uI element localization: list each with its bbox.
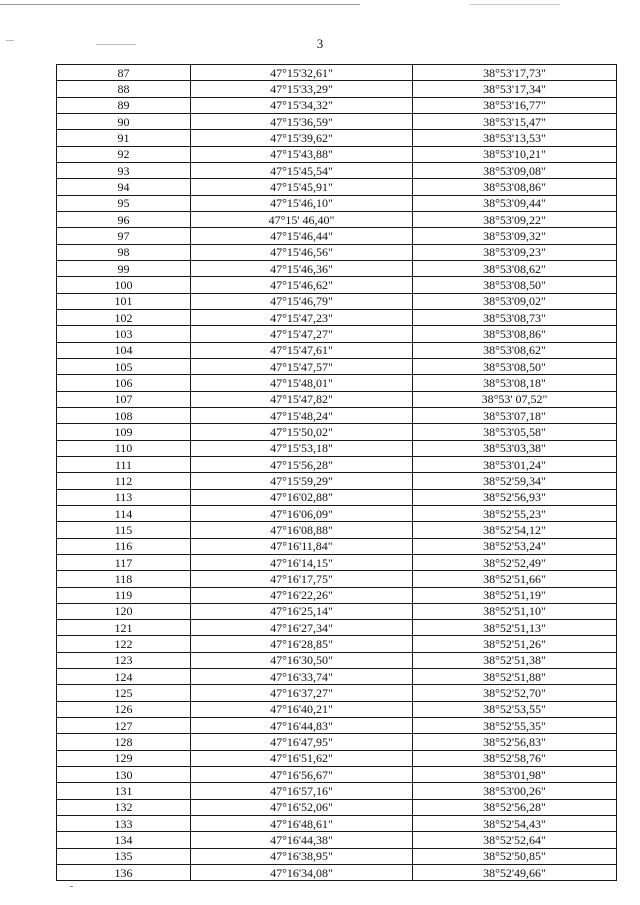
latitude-cell: 47°15'39,62": [191, 130, 413, 146]
point-number-cell: 113: [57, 489, 191, 505]
point-number-cell: 124: [57, 669, 191, 685]
longitude-cell: 38°52'51,10": [413, 603, 617, 619]
latitude-cell: 47°16'56,67": [191, 767, 413, 783]
longitude-cell: 38°53'08,18": [413, 375, 617, 391]
point-number-cell: 90: [57, 113, 191, 129]
latitude-cell: 47°16'44,83": [191, 718, 413, 734]
longitude-cell: 38°53'08,50": [413, 277, 617, 293]
table-row: [57, 554, 617, 570]
longitude-cell: 38°52'52,49": [413, 554, 617, 570]
longitude-cell: 38°52'49,66": [413, 865, 617, 881]
latitude-cell: 47°15'32,61": [191, 65, 413, 81]
point-number-cell: 120: [57, 603, 191, 619]
point-number-cell: 122: [57, 636, 191, 652]
latitude-cell: 47°16'28,85": [191, 636, 413, 652]
latitude-cell: 47°15'47,57": [191, 358, 413, 374]
latitude-cell: 47°16'38,95": [191, 848, 413, 864]
latitude-cell: 47°15'46,79": [191, 293, 413, 309]
table-row: [57, 228, 617, 244]
point-number-cell: 103: [57, 326, 191, 342]
longitude-cell: 38°52'52,64": [413, 832, 617, 848]
table-row: [57, 505, 617, 521]
longitude-cell: 38°53'09,02": [413, 293, 617, 309]
point-number-cell: 116: [57, 538, 191, 554]
longitude-cell: 38°53'09,32": [413, 228, 617, 244]
scan-edge-line-right: [470, 4, 560, 5]
point-number-cell: 107: [57, 391, 191, 407]
table-row: [57, 179, 617, 195]
point-number-cell: 108: [57, 407, 191, 423]
longitude-cell: 38°52'58,76": [413, 750, 617, 766]
longitude-cell: 38°53'09,23": [413, 244, 617, 260]
table-row: [57, 571, 617, 587]
table-row: [57, 750, 617, 766]
table-row: [57, 326, 617, 342]
point-number-cell: 111: [57, 456, 191, 472]
table-row: [57, 309, 617, 325]
table-row: [57, 652, 617, 668]
point-number-cell: 136: [57, 865, 191, 881]
latitude-cell: 47°16'40,21": [191, 701, 413, 717]
table-row: [57, 407, 617, 423]
latitude-cell: 47°16'30,50": [191, 652, 413, 668]
table-row: [57, 293, 617, 309]
table-row: [57, 391, 617, 407]
table-row: [57, 587, 617, 603]
longitude-cell: 38°52'59,34": [413, 473, 617, 489]
point-number-cell: 88: [57, 81, 191, 97]
longitude-cell: 38°53'00,26": [413, 783, 617, 799]
point-number-cell: 117: [57, 554, 191, 570]
latitude-cell: 47°16'17,75": [191, 571, 413, 587]
longitude-cell: 38°52'53,24": [413, 538, 617, 554]
longitude-cell: 38°53'15,47": [413, 113, 617, 129]
table-row: [57, 424, 617, 440]
point-number-cell: 100: [57, 277, 191, 293]
point-number-cell: 133: [57, 816, 191, 832]
table-row: [57, 848, 617, 864]
longitude-cell: 38°53'16,77": [413, 97, 617, 113]
table-row: [57, 113, 617, 129]
point-number-cell: 89: [57, 97, 191, 113]
latitude-cell: 47°15'50,02": [191, 424, 413, 440]
longitude-cell: 38°52'56,83": [413, 734, 617, 750]
latitude-cell: 47°15' 46,40": [191, 211, 413, 227]
longitude-cell: 38°53' 07,52": [413, 391, 617, 407]
latitude-cell: 47°15'34,32": [191, 97, 413, 113]
table-row: [57, 277, 617, 293]
page-number: 3: [316, 36, 324, 51]
longitude-cell: 38°52'51,38": [413, 652, 617, 668]
table-row: [57, 81, 617, 97]
latitude-cell: 47°16'37,27": [191, 685, 413, 701]
longitude-cell: 38°52'51,19": [413, 587, 617, 603]
latitude-cell: 47°15'46,44": [191, 228, 413, 244]
table-row: [57, 375, 617, 391]
longitude-cell: 38°53'08,50": [413, 358, 617, 374]
longitude-cell: 38°53'10,21": [413, 146, 617, 162]
table-row: [57, 816, 617, 832]
table-row: [57, 865, 617, 881]
table-row: [57, 489, 617, 505]
point-number-cell: 126: [57, 701, 191, 717]
longitude-cell: 38°53'08,86": [413, 326, 617, 342]
point-number-cell: 123: [57, 652, 191, 668]
latitude-cell: 47°16'14,15": [191, 554, 413, 570]
point-number-cell: 134: [57, 832, 191, 848]
table-row: [57, 342, 617, 358]
latitude-cell: 47°16'48,61": [191, 816, 413, 832]
point-number-cell: 118: [57, 571, 191, 587]
table-row: [57, 620, 617, 636]
point-number-cell: 97: [57, 228, 191, 244]
longitude-cell: 38°52'51,66": [413, 571, 617, 587]
table-row: [57, 718, 617, 734]
longitude-cell: 38°53'09,22": [413, 211, 617, 227]
latitude-cell: 47°16'57,16": [191, 783, 413, 799]
point-number-cell: 128: [57, 734, 191, 750]
point-number-cell: 87: [57, 65, 191, 81]
point-number-cell: 127: [57, 718, 191, 734]
table-row: [57, 636, 617, 652]
table-row: [57, 195, 617, 211]
point-number-cell: 104: [57, 342, 191, 358]
longitude-cell: 38°53'01,98": [413, 767, 617, 783]
latitude-cell: 47°16'11,84": [191, 538, 413, 554]
table-row: [57, 734, 617, 750]
latitude-cell: 47°15'46,62": [191, 277, 413, 293]
table-row: [57, 244, 617, 260]
table-row: [57, 701, 617, 717]
point-number-cell: 105: [57, 358, 191, 374]
latitude-cell: 47°16'27,34": [191, 620, 413, 636]
latitude-cell: 47°15'56,28": [191, 456, 413, 472]
latitude-cell: 47°15'59,29": [191, 473, 413, 489]
table-row: [57, 603, 617, 619]
point-number-cell: 114: [57, 505, 191, 521]
latitude-cell: 47°15'53,18": [191, 440, 413, 456]
longitude-cell: 38°52'56,93": [413, 489, 617, 505]
latitude-cell: 47°15'47,61": [191, 342, 413, 358]
longitude-cell: 38°53'07,18": [413, 407, 617, 423]
table-row: [57, 162, 617, 178]
point-number-cell: 92: [57, 146, 191, 162]
longitude-cell: 38°53'09,08": [413, 162, 617, 178]
table-row: [57, 685, 617, 701]
coordinates-table: [56, 64, 617, 881]
latitude-cell: 47°16'33,74": [191, 669, 413, 685]
latitude-cell: 47°16'34,08": [191, 865, 413, 881]
table-row: [57, 783, 617, 799]
table-row: [57, 767, 617, 783]
point-number-cell: 119: [57, 587, 191, 603]
latitude-cell: 47°16'02,88": [191, 489, 413, 505]
point-number-cell: 99: [57, 260, 191, 276]
latitude-cell: 47°15'46,56": [191, 244, 413, 260]
table-row: [57, 358, 617, 374]
longitude-cell: 38°52'54,43": [413, 816, 617, 832]
latitude-cell: 47°16'08,88": [191, 522, 413, 538]
point-number-cell: 98: [57, 244, 191, 260]
longitude-cell: 38°53'08,86": [413, 179, 617, 195]
latitude-cell: 47°15'48,24": [191, 407, 413, 423]
longitude-cell: 38°52'53,55": [413, 701, 617, 717]
point-number-cell: 93: [57, 162, 191, 178]
point-number-cell: 115: [57, 522, 191, 538]
coordinates-table-body: [57, 65, 617, 881]
point-number-cell: 129: [57, 750, 191, 766]
table-row: [57, 260, 617, 276]
table-row: [57, 146, 617, 162]
latitude-cell: 47°15'47,82": [191, 391, 413, 407]
point-number-cell: 125: [57, 685, 191, 701]
longitude-cell: 38°53'08,73": [413, 309, 617, 325]
scan-speck: [70, 886, 73, 887]
longitude-cell: 38°52'51,13": [413, 620, 617, 636]
longitude-cell: 38°52'51,88": [413, 669, 617, 685]
point-number-cell: 109: [57, 424, 191, 440]
point-number-cell: 112: [57, 473, 191, 489]
latitude-cell: 47°16'22,26": [191, 587, 413, 603]
latitude-cell: 47°15'46,36": [191, 260, 413, 276]
longitude-cell: 38°53'08,62": [413, 260, 617, 276]
latitude-cell: 47°15'45,54": [191, 162, 413, 178]
table-row: [57, 130, 617, 146]
latitude-cell: 47°16'06,09": [191, 505, 413, 521]
longitude-cell: 38°52'55,23": [413, 505, 617, 521]
table-row: [57, 440, 617, 456]
point-number-cell: 131: [57, 783, 191, 799]
table-row: [57, 97, 617, 113]
longitude-cell: 38°52'51,26": [413, 636, 617, 652]
longitude-cell: 38°52'50,85": [413, 848, 617, 864]
longitude-cell: 38°52'52,70": [413, 685, 617, 701]
point-number-cell: 106: [57, 375, 191, 391]
table-row: [57, 65, 617, 81]
longitude-cell: 38°53'17,34": [413, 81, 617, 97]
table-row: [57, 211, 617, 227]
point-number-cell: 94: [57, 179, 191, 195]
table-row: [57, 473, 617, 489]
latitude-cell: 47°15'33,29": [191, 81, 413, 97]
longitude-cell: 38°53'13,53": [413, 130, 617, 146]
point-number-cell: 95: [57, 195, 191, 211]
latitude-cell: 47°16'25,14": [191, 603, 413, 619]
table-row: [57, 522, 617, 538]
latitude-cell: 47°15'36,59": [191, 113, 413, 129]
table-row: [57, 538, 617, 554]
table-row: [57, 832, 617, 848]
latitude-cell: 47°15'47,23": [191, 309, 413, 325]
point-number-cell: 102: [57, 309, 191, 325]
longitude-cell: 38°53'05,58": [413, 424, 617, 440]
point-number-cell: 101: [57, 293, 191, 309]
point-number-cell: 110: [57, 440, 191, 456]
point-number-cell: 130: [57, 767, 191, 783]
longitude-cell: 38°52'56,28": [413, 799, 617, 815]
longitude-cell: 38°53'17,73": [413, 65, 617, 81]
latitude-cell: 47°16'52,06": [191, 799, 413, 815]
latitude-cell: 47°15'46,10": [191, 195, 413, 211]
latitude-cell: 47°15'47,27": [191, 326, 413, 342]
scan-edge-line: [0, 4, 360, 5]
latitude-cell: 47°16'47,95": [191, 734, 413, 750]
latitude-cell: 47°16'44,38": [191, 832, 413, 848]
point-number-cell: 132: [57, 799, 191, 815]
longitude-cell: 38°53'03,38": [413, 440, 617, 456]
table-row: [57, 669, 617, 685]
table-row: [57, 456, 617, 472]
longitude-cell: 38°52'55,35": [413, 718, 617, 734]
longitude-cell: 38°53'08,62": [413, 342, 617, 358]
point-number-cell: 135: [57, 848, 191, 864]
point-number-cell: 91: [57, 130, 191, 146]
point-number-cell: 96: [57, 211, 191, 227]
latitude-cell: 47°15'45,91": [191, 179, 413, 195]
longitude-cell: 38°53'01,24": [413, 456, 617, 472]
longitude-cell: 38°52'54,12": [413, 522, 617, 538]
latitude-cell: 47°15'48,01": [191, 375, 413, 391]
point-number-cell: 121: [57, 620, 191, 636]
longitude-cell: 38°53'09,44": [413, 195, 617, 211]
table-row: [57, 799, 617, 815]
latitude-cell: 47°15'43,88": [191, 146, 413, 162]
latitude-cell: 47°16'51,62": [191, 750, 413, 766]
